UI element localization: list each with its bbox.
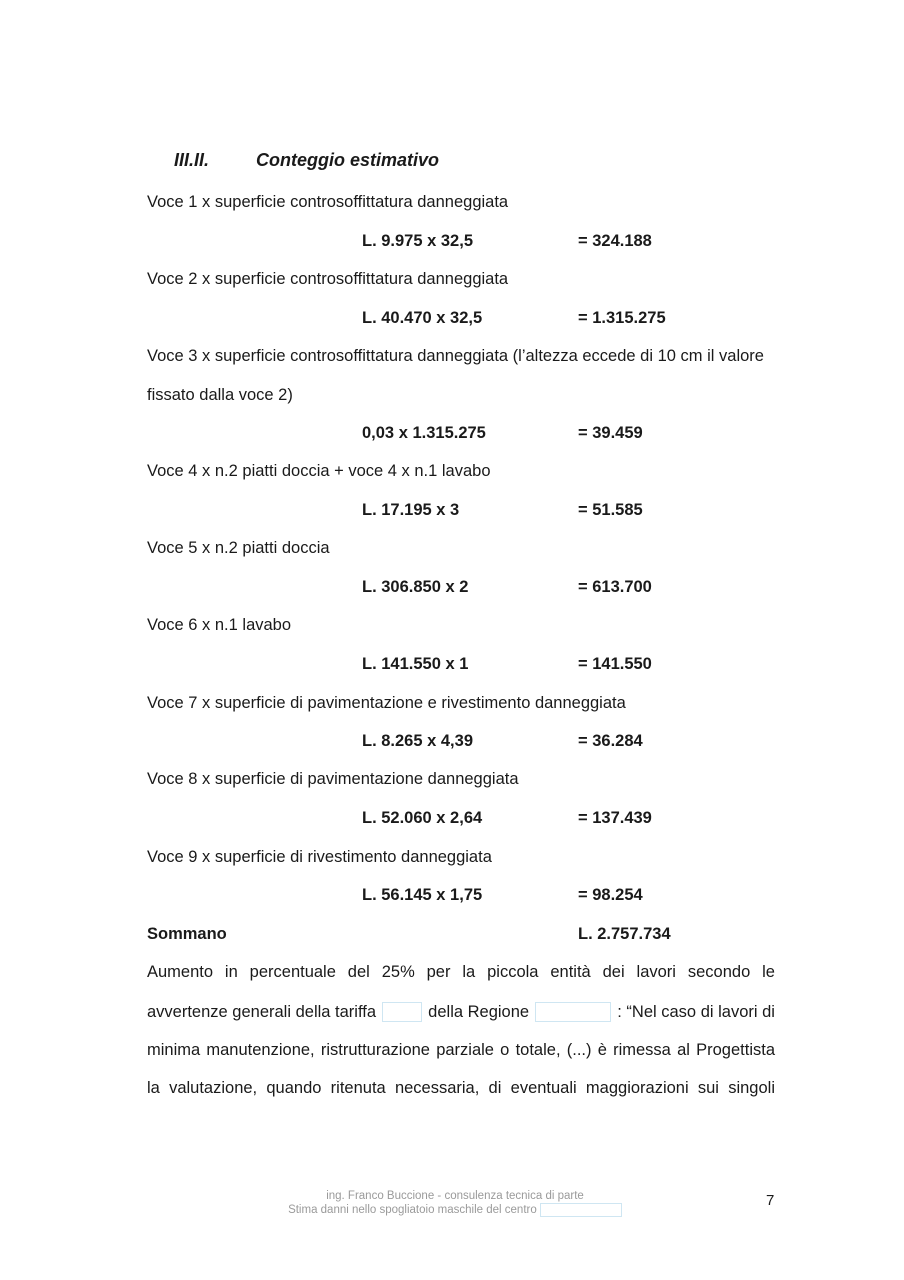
item-description: Voce 9 x superficie di rivestimento danneggiata [147, 848, 492, 866]
footer-line: ing. Franco Buccione - consulenza tecnica di parte [326, 1190, 584, 1202]
item-result: = 51.585 [578, 501, 643, 519]
item-expression: 0,03 x 1.315.275 [362, 424, 486, 442]
item-expression: L. 306.850 x 2 [362, 578, 469, 596]
item-expression: L. 17.195 x 3 [362, 501, 460, 519]
total-label: Sommano [147, 925, 227, 943]
section-number: III.II. [174, 150, 210, 170]
page-number: 7 [766, 1192, 775, 1209]
item-description: Voce 3 x superficie controsoffittatura danneggiata (l’altezza eccede di 10 cm il valore [147, 347, 764, 365]
item-result: = 1.315.275 [578, 309, 666, 327]
item-result: = 324.188 [578, 232, 652, 250]
paragraph-text: : “Nel caso di lavori di [617, 1002, 775, 1021]
item-description: Voce 4 x n.2 piatti doccia + voce 4 x n.1 lavabo [147, 462, 491, 480]
total-value: L. 2.757.734 [578, 925, 671, 943]
item-expression: L. 56.145 x 1,75 [362, 886, 483, 904]
blank-field [382, 1002, 422, 1022]
item-expression: L. 52.060 x 2,64 [362, 809, 483, 827]
item-expression: L. 40.470 x 32,5 [362, 309, 483, 327]
paragraph-text: della Regione [428, 1002, 530, 1021]
blank-field [540, 1203, 622, 1217]
item-expression: L. 8.265 x 4,39 [362, 732, 473, 750]
section-title: Conteggio estimativo [256, 150, 440, 170]
paragraph-text: avvertenze generali della tariffa [147, 1002, 377, 1021]
item-description: Voce 7 x superficie di pavimentazione e rivestimento danneggiata [147, 694, 626, 712]
section-heading [174, 150, 439, 171]
item-description: Voce 6 x n.1 lavabo [147, 616, 292, 634]
paragraph-line-with-fields [147, 1002, 775, 1022]
blank-field [535, 1002, 611, 1022]
page-footer [240, 1190, 670, 1217]
item-description: Voce 2 x superficie controsoffittatura danneggiata [147, 270, 509, 288]
item-result: = 98.254 [578, 886, 643, 904]
item-result: = 39.459 [578, 424, 643, 442]
footer-line-row [240, 1203, 670, 1217]
item-result: = 141.550 [578, 655, 652, 673]
paragraph-line: minima manutenzione, ristrutturazione parziale o totale, (...) è rimessa al Progettista [147, 1041, 775, 1059]
item-result: = 613.700 [578, 578, 652, 596]
item-expression: L. 141.550 x 1 [362, 655, 469, 673]
item-expression: L. 9.975 x 32,5 [362, 232, 473, 250]
item-result: = 137.439 [578, 809, 652, 827]
item-description: Voce 5 x n.2 piatti doccia [147, 539, 330, 557]
paragraph-line: Aumento in percentuale del 25% per la piccola entità dei lavori secondo le [147, 963, 775, 981]
item-description: Voce 8 x superficie di pavimentazione danneggiata [147, 770, 519, 788]
item-description: Voce 1 x superficie controsoffittatura danneggiata [147, 193, 509, 211]
item-result: = 36.284 [578, 732, 643, 750]
paragraph-line: la valutazione, quando ritenuta necessaria, di eventuali maggiorazioni sui singoli [147, 1079, 775, 1097]
footer-line: Stima danni nello spogliatoio maschile del centro [288, 1204, 537, 1217]
item-description-continued: fissato dalla voce 2) [147, 386, 293, 404]
